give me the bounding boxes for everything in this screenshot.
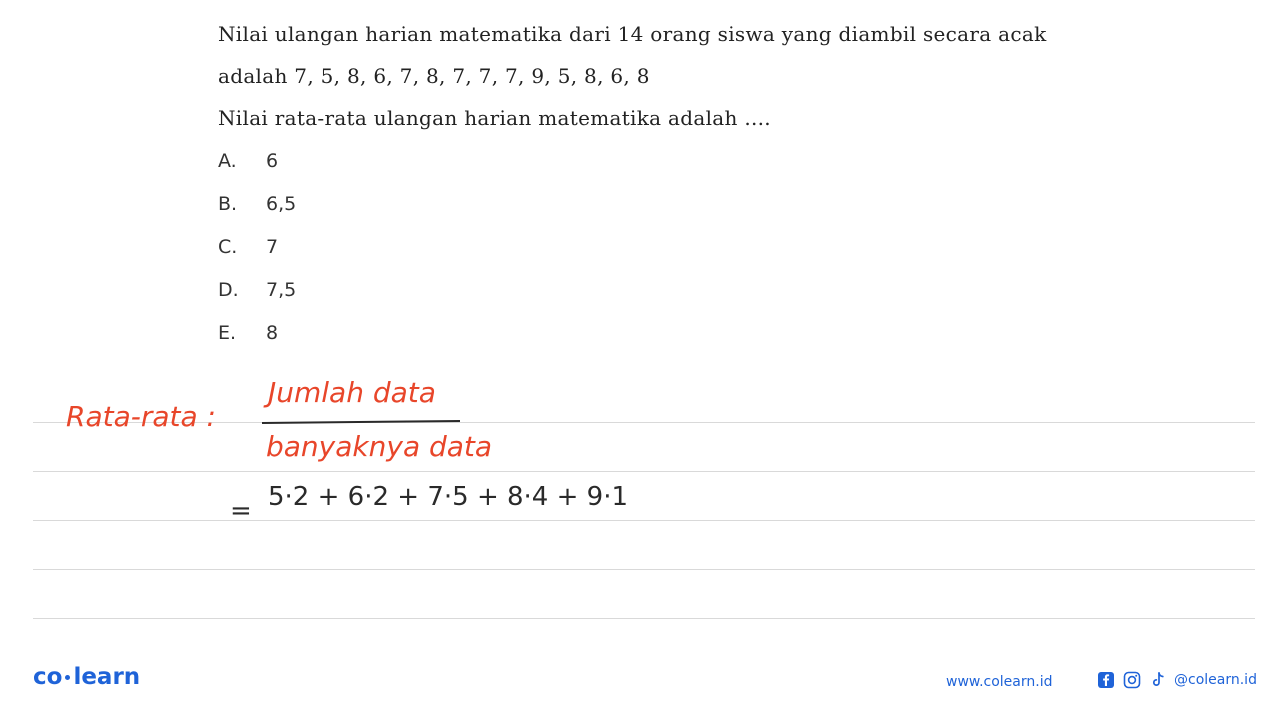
question-line-3: Nilai rata-rata ulangan harian matematika adalah ....	[218, 106, 771, 130]
ruled-line	[33, 569, 1255, 570]
handwritten-denominator: banyaknya data	[266, 430, 493, 463]
handwritten-expression: 5·2 + 6·2 + 7·5 + 8·4 + 9·1	[268, 482, 629, 512]
option-letter: A.	[218, 150, 237, 172]
option-c	[218, 232, 296, 275]
ruled-line	[33, 618, 1255, 619]
question-line-2: adalah 7, 5, 8, 6, 7, 8, 7, 7, 7, 9, 5, 8, 6, 8	[218, 64, 650, 88]
question-text	[218, 16, 1218, 142]
handwritten-equals: =	[230, 496, 252, 526]
option-e	[218, 318, 296, 361]
option-value: 8	[266, 322, 279, 344]
option-value: 6	[266, 150, 279, 172]
tiktok-icon[interactable]	[1148, 670, 1168, 690]
handwritten-label: Rata-rata :	[66, 400, 216, 433]
option-a	[218, 146, 296, 189]
option-letter: B.	[218, 193, 238, 215]
option-letter: C.	[218, 236, 238, 258]
option-d	[218, 275, 296, 318]
logo-co: co	[33, 664, 63, 690]
instagram-icon[interactable]	[1122, 670, 1142, 690]
option-value: 6,5	[266, 193, 297, 215]
option-value: 7,5	[266, 279, 297, 301]
handwritten-numerator: Jumlah data	[268, 376, 436, 409]
logo-learn: learn	[73, 664, 141, 690]
facebook-icon[interactable]	[1096, 670, 1116, 690]
logo-dot	[65, 675, 70, 680]
ruled-line	[33, 422, 1255, 423]
option-letter: E.	[218, 322, 237, 344]
answer-options	[218, 146, 296, 361]
colearn-logo	[33, 664, 140, 690]
option-letter: D.	[218, 279, 239, 301]
social-handle[interactable]: @colearn.id	[1174, 672, 1257, 688]
question-line-1: Nilai ulangan harian matematika dari 14 orang siswa yang diambil secara acak	[218, 22, 1047, 46]
option-value: 7	[266, 236, 279, 258]
option-b	[218, 189, 296, 232]
website-link[interactable]: www.colearn.id	[946, 674, 1053, 690]
social-links	[1096, 670, 1257, 690]
ruled-line	[33, 471, 1255, 472]
fraction-bar	[262, 420, 460, 424]
ruled-line	[33, 520, 1255, 521]
